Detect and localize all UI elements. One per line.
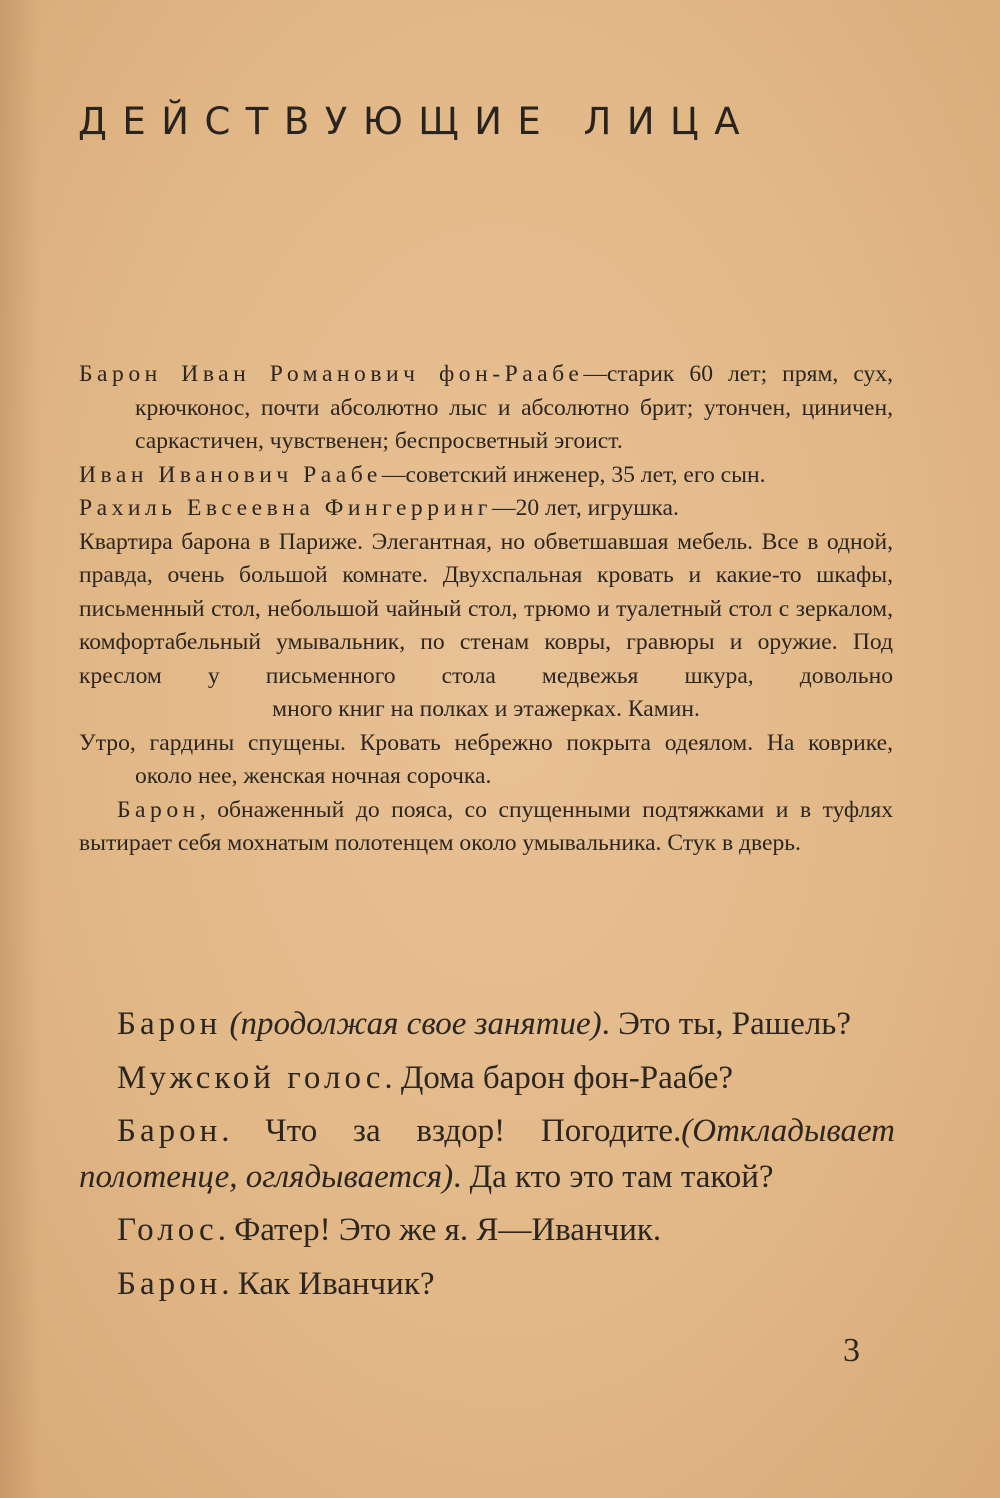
line-text: . Как Иванчик?: [221, 1265, 435, 1302]
character-entry-baron: [79, 358, 893, 459]
dialogue-line-3: [79, 1109, 895, 1200]
dialogue-line-5: [79, 1262, 895, 1308]
line-text: . Это ты, Рашель?: [601, 1006, 852, 1042]
action-text: , обнаженный до пояса, со спущенными подтяжками и в туфлях вытирает себя мохнатым полотенцем около умывальника. Стук в дверь.: [79, 796, 893, 856]
line-text-after: . Да кто это там такой?: [453, 1158, 774, 1195]
page-title: ДЕЙСТВУЮЩИЕ ЛИЦА: [78, 100, 756, 143]
dialogue-line-2: [79, 1056, 895, 1102]
character-entry-rakhil: [79, 492, 893, 526]
dialogue-line-1: [79, 1002, 895, 1048]
character-name: Рахиль Евсеевна Фингерринг: [79, 495, 492, 521]
character-name: Иван Иванович Раабе: [79, 461, 382, 488]
character-description: —20 лет, игрушка.: [491, 495, 679, 521]
character-description: —старик 60 лет; прям, сух, крючконос, почти абсолютно лыс и абсолютно брит; утончен, циничен, саркастичен, чувственен; беспросветный эгоист.: [135, 361, 893, 454]
line-text: . Что за вздор! Погодите.: [221, 1113, 682, 1149]
dialogue: [79, 1002, 895, 1315]
stage-direction: (Откладывает полотенце, оглядывается): [79, 1113, 895, 1195]
speaker: Барон: [117, 1265, 222, 1302]
speaker: Барон: [117, 1113, 222, 1149]
speaker: Голос: [117, 1212, 218, 1248]
character-name: Барон Иван Романович фон-Раабе: [79, 361, 584, 387]
speaker: Барон: [117, 1006, 222, 1042]
line-text: . Дома барон фон-Раабе?: [384, 1059, 734, 1096]
dialogue-line-4: [79, 1208, 895, 1254]
character-description: —советский инженер, 35 лет, его сын.: [381, 461, 766, 488]
setting-room: Квартира барона в Париже. Элегантная, но обветшавшая мебель. Все в одной, правда, очень большой комнате. Двухспальная кровать и какие-то шкафы, письменный стол, небольшой чайный стол, трюмо и туалетный стол с зеркалом, комфортабельный умывальник, по стенам ковры, гравюры и оружие. Под креслом у письменного стола медвежья шкура, довольно: [79, 528, 893, 689]
setting-room-last: много книг на полках и этажерках. Камин.: [272, 696, 700, 722]
setting-action: [79, 794, 893, 861]
setting-morning: Утро, гардины спущены. Кровать небрежно покрыта одеялом. На коврике, около нее, женская ночная сорочка.: [79, 729, 893, 789]
character-entry-ivan: [79, 459, 893, 493]
action-speaker: Барон: [117, 796, 200, 823]
stage-direction: (продолжая свое занятие): [229, 1006, 602, 1042]
page-number: 3: [843, 1332, 860, 1369]
speaker: Мужской голос: [117, 1059, 385, 1096]
character-list: [79, 358, 893, 861]
line-text: . Фатер! Это же я. Я—Иванчик.: [217, 1212, 662, 1248]
